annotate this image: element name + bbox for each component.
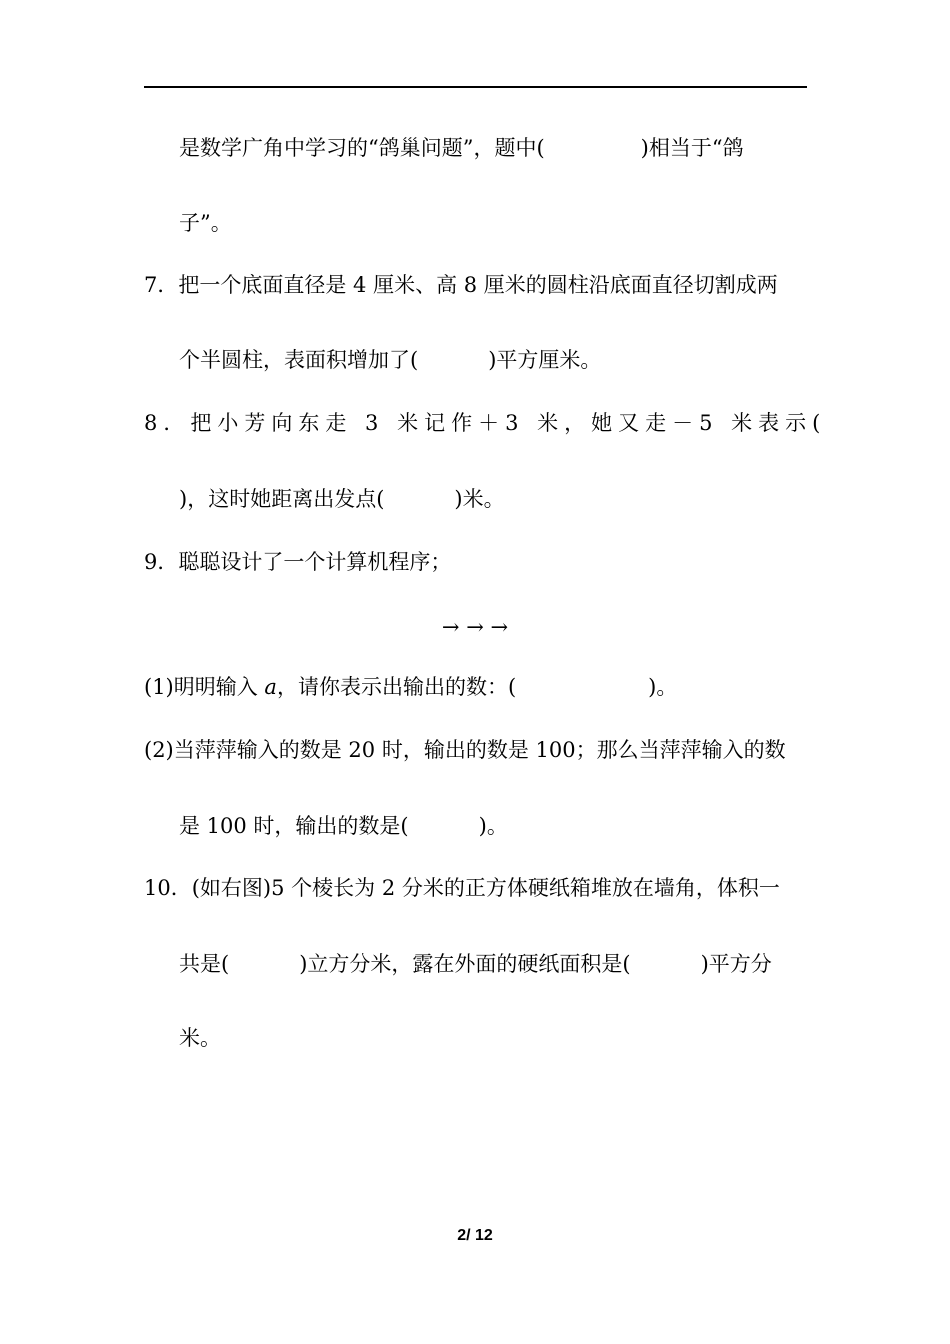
q8-text: 把小芳向东走 3 米记作＋3 米，她又走－5 米表示( [190,411,827,435]
q9-sub-1 [144,673,677,701]
q6-line-2: 子”。 [179,211,232,235]
q10-text-b: )立方分米，露在外面的硬纸面积是( [299,952,631,976]
header-rule [144,86,807,88]
q9-line-1 [144,548,451,576]
q9-sub1-text-a: (1)明明输入 [144,675,265,699]
q9-number: 9． [144,550,179,574]
q9-sub1-text-b: ，请你表示出输出的数：( [276,675,517,699]
q9-sub-2-line-2 [179,812,508,840]
q10-text-a: 共是( [179,952,230,976]
q8-text-a: )，这时她距离出发点( [179,487,385,511]
q9-sub1-text-c: )。 [648,675,678,699]
q10-text: (如右图)5 个棱长为 2 分米的正方体硬纸箱堆放在墙角，体积一 [191,876,780,900]
q10-line-3: 米。 [179,1026,221,1050]
q8-text-b: )米。 [454,487,505,511]
q9-sub2-text-b: )。 [478,814,508,838]
q6-line-1 [179,134,744,162]
q6-text-a: 是数学广角中学习的“鸽巢问题”，题中( [179,136,545,160]
q8-number: 8． [144,411,191,435]
q7-line-2 [179,346,601,374]
q9-program-arrows: → → → [441,615,509,639]
q10-text-c: )平方分 [700,952,772,976]
q7-text-a: 个半圆柱，表面积增加了( [179,348,419,372]
q6-text-b: )相当于“鸽 [640,136,744,160]
q10-number: 10． [144,876,192,900]
q9-text: 聪聪设计了一个计算机程序； [178,550,452,574]
q7-number: 7． [144,273,179,297]
q9-sub-2-line-1: (2)当萍萍输入的数是 20 时，输出的数是 100；那么当萍萍输入的数 [144,738,786,762]
q7-text: 把一个底面直径是 4 厘米、高 8 厘米的圆柱沿底面直径切割成两 [178,273,778,297]
q9-sub2-text-a: 是 100 时，输出的数是( [179,814,409,838]
q10-line-1 [144,874,780,902]
q8-line-1 [144,409,826,437]
q8-line-2 [179,485,505,513]
q7-text-b: )平方厘米。 [488,348,602,372]
q9-sub1-variable: a [264,675,277,699]
q7-line-1 [144,271,778,299]
q10-line-2 [179,950,772,978]
page-number: 2/ 12 [457,1227,493,1244]
